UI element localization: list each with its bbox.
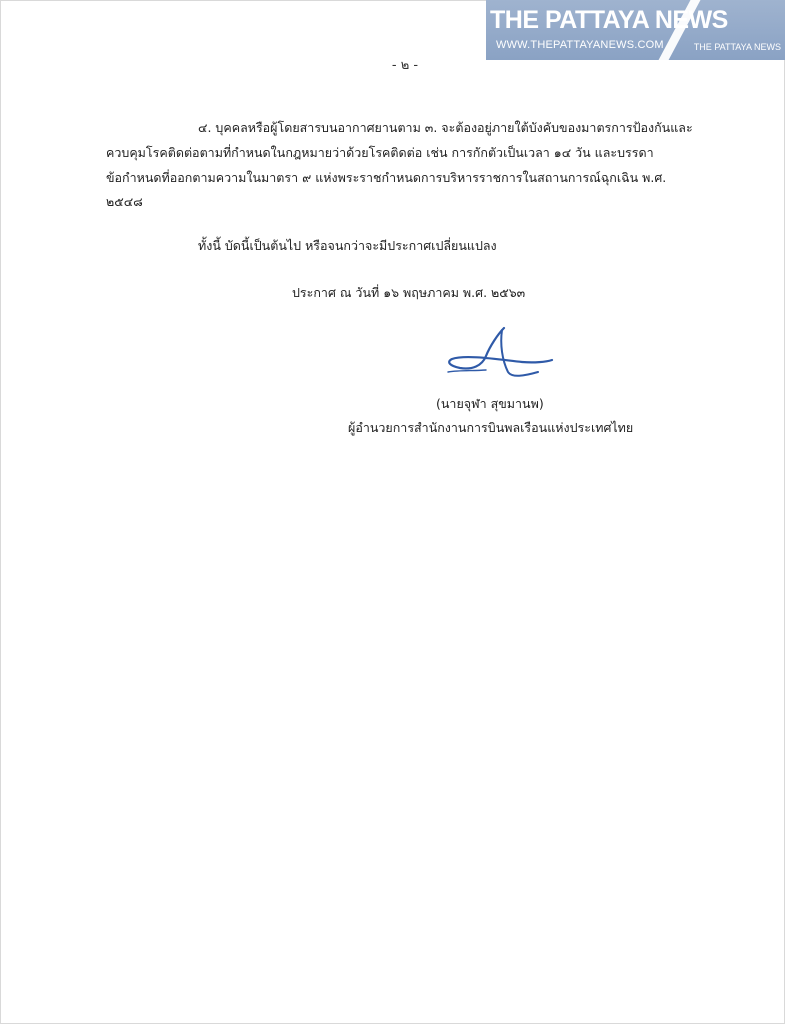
watermark-url: WWW.THEPATTAYANEWS.COM <box>496 39 664 51</box>
paragraph-4-line-2: ควบคุมโรคติดต่อตามที่กำหนดในกฎหมายว่าด้วยโรคติดต่อ เช่น การกักตัวเป็นเวลา ๑๔ วัน และบรรดา <box>106 145 654 160</box>
watermark-logo <box>486 0 785 60</box>
paragraph-4-line-4: ๒๕๔๘ <box>106 194 143 209</box>
announcement-date: ประกาศ ณ วันที่ ๑๖ พฤษภาคม พ.ศ. ๒๕๖๓ <box>292 285 526 300</box>
effective-clause: ทั้งนี้ บัดนี้เป็นต้นไป หรือจนกว่าจะมีประกาศเปลี่ยนแปลง <box>198 238 497 253</box>
signatory-name: (นายจุฬา สุขมานพ) <box>436 396 544 411</box>
handwritten-signature <box>442 326 554 378</box>
paragraph-4-line-1: ๔. บุคคลหรือผู้โดยสารบนอากาศยานตาม ๓. จะต้องอยู่ภายใต้บังคับของมาตรการป้องกันและ <box>198 120 693 135</box>
watermark-title: THE PATTAYA NEWS <box>490 6 728 34</box>
watermark-subtitle: THE PATTAYA NEWS <box>693 42 781 52</box>
page-number: - ๒ - <box>391 58 419 73</box>
paragraph-4-line-3: ข้อกำหนดที่ออกตามความในมาตรา ๙ แห่งพระราชกำหนดการบริหารราชการในสถานการณ์ฉุกเฉิน พ.ศ. <box>106 170 667 185</box>
signatory-title: ผู้อำนวยการสำนักงานการบินพลเรือนแห่งประเทศไทย <box>348 420 634 435</box>
